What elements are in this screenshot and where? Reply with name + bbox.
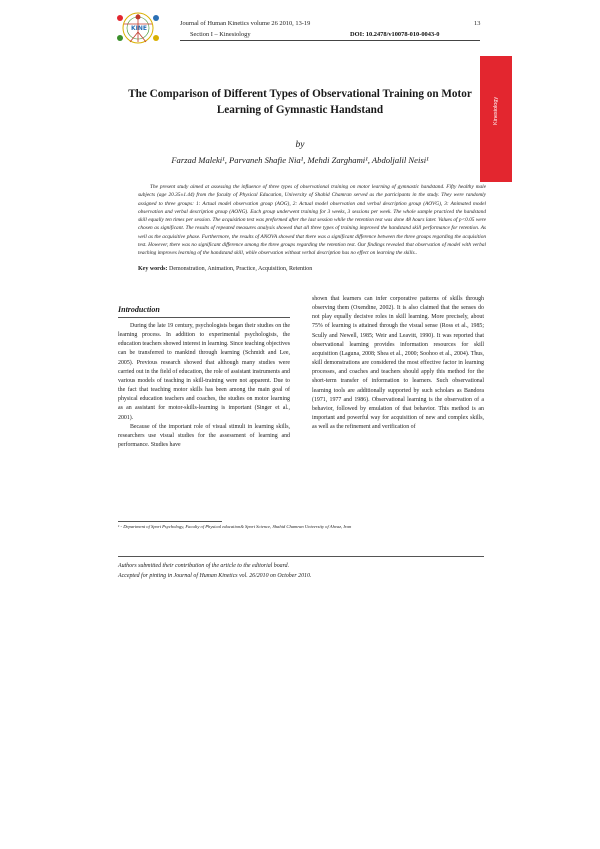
left-column bbox=[118, 322, 290, 450]
side-tab-label: Kinesiology bbox=[493, 96, 499, 125]
section-side-tab bbox=[480, 56, 512, 182]
doi[interactable]: DOI: 10.2478/v10078-010-0043-0 bbox=[350, 31, 440, 38]
introduction-heading: Introduction bbox=[118, 305, 160, 314]
keywords-label: Key words: bbox=[138, 266, 168, 272]
intro-paragraph-1: During the late 19 century, psychologists began their studies on the learning process. In addition to experimental psychologists, the education teachers showed interest in learning. Since teaching objectives can be transferred to mankind through learning (Schmidt and Lee, 2005). Previous research showed that although many studies were carried out in the field of education, the role of assistant instruments and various models of teaching in skill-training were not apparent. Due to the fact that teaching motor skills has been among the main goal of physical education teachers and coaches, the studies on motor learning as an assistant for motor-skills-learning is important (Singer et al., 2001). bbox=[118, 323, 290, 421]
keywords bbox=[138, 266, 486, 272]
journal-citation: Journal of Human Kinetics volume 26 2010, 13-19 bbox=[180, 20, 311, 27]
header-divider bbox=[180, 40, 480, 41]
affiliation-footnote: ¹ - Department of Sport Psychology, Faculty of Physical education& Sport Science, Shahid Chamran University of Ahvaz, Iran bbox=[118, 524, 352, 529]
notes-divider bbox=[118, 556, 484, 557]
intro-paragraph-3: shown that learners can infer corporative patterns of skills through observing them (Oxendine, 2002). It is also claimed that the senses do not play equally decisive roles in skill learning. More precisely, about 75% of learning is attained through the visual sense (Ross et al., 1985; Scully and Newell, 1985; Weir and Leavitt, 1990). It was reported that observational learning provides information resources for skill acquisition (Laguna, 2008; Shea et al., 2000; Soohoo et al., 2004). Thus, skill demonstrations are considered the most effective factor in learning processes, and coaches and teachers should apply this method for the short-term transfer of information to learners. Such observational learning tools are additionally supported by such scholars as Bandora (1971, 1977 and 1986). Observational learning is the observation of a behavior, followed by emulation of that behavior. This method is an important and powerful way for acquisition of new and complex skills, as well as the refinement and verification of bbox=[312, 296, 484, 431]
abstract: The present study aimed at assessing the influence of three types of observational training on motor learning of gymnastic handstand. Fifty healthy male subjects (age 20.35±1.44) from the faculty of Physical Education, University of Shahid Chamran served as the participants in the study. They were randomly assigned to three groups: 1: Actual model observation group (AOG), 2: Actual model observation and verbal description group (AOVG), 3: Animated model observation and verbal description group (AONG). Each group underwent training for 3 weeks, 3 sessions per week. The whole sample practiced the handstand skill equally ten times per session. The acquisition test was preformed after the last session while the retention test was done 48 hours later. Values of p<0.05 were chosen as significant. The results of repeated measures analysis showed that all three types of training improved the handstand skill performance for retention. As well as the acquisitive phase. Furthermore, the results of ANOVA showed that there was a significant difference between the three groups regarding the acquisition test. However, there was no significant difference among the three groups regarding the retention test. Our findings revealed that observation of model with verbal teaching improves learning of the handstand skill, while observation without verbal description has no effect on learning the skills.. bbox=[138, 184, 486, 257]
footnote-divider bbox=[118, 521, 222, 522]
right-column bbox=[312, 295, 484, 432]
intro-paragraph-2: Because of the important role of visual stimuli in learning skills, researchers use visual studies for the assessment of learning and performance. Studies have bbox=[118, 423, 290, 449]
author-list: Farzad Maleki¹, Parvaneh Shafie Nia¹, Mehdi Zarghami¹, Abdoljalil Neisi¹ bbox=[171, 155, 429, 165]
logo-text: KINE bbox=[131, 25, 148, 32]
journal-logo bbox=[112, 8, 164, 48]
article-title: The Comparison of Different Types of Observational Training on Motor Learning of Gymnastic Handstand bbox=[128, 88, 472, 116]
submission-note: Authors submitted their contribution of the article to the editorial board. bbox=[118, 563, 290, 569]
acceptance-note: Accepted for pinting in Journal of Human Kinetics vol. 26/2010 on October 2010. bbox=[118, 573, 312, 579]
section-label: Section I – Kinesiology bbox=[190, 31, 251, 38]
introduction-divider bbox=[118, 317, 290, 318]
keywords-text: Demonstration, Animation, Practice, Acquisition, Retention bbox=[169, 266, 313, 272]
page-number: 13 bbox=[474, 20, 481, 27]
by-line: by bbox=[295, 140, 305, 150]
